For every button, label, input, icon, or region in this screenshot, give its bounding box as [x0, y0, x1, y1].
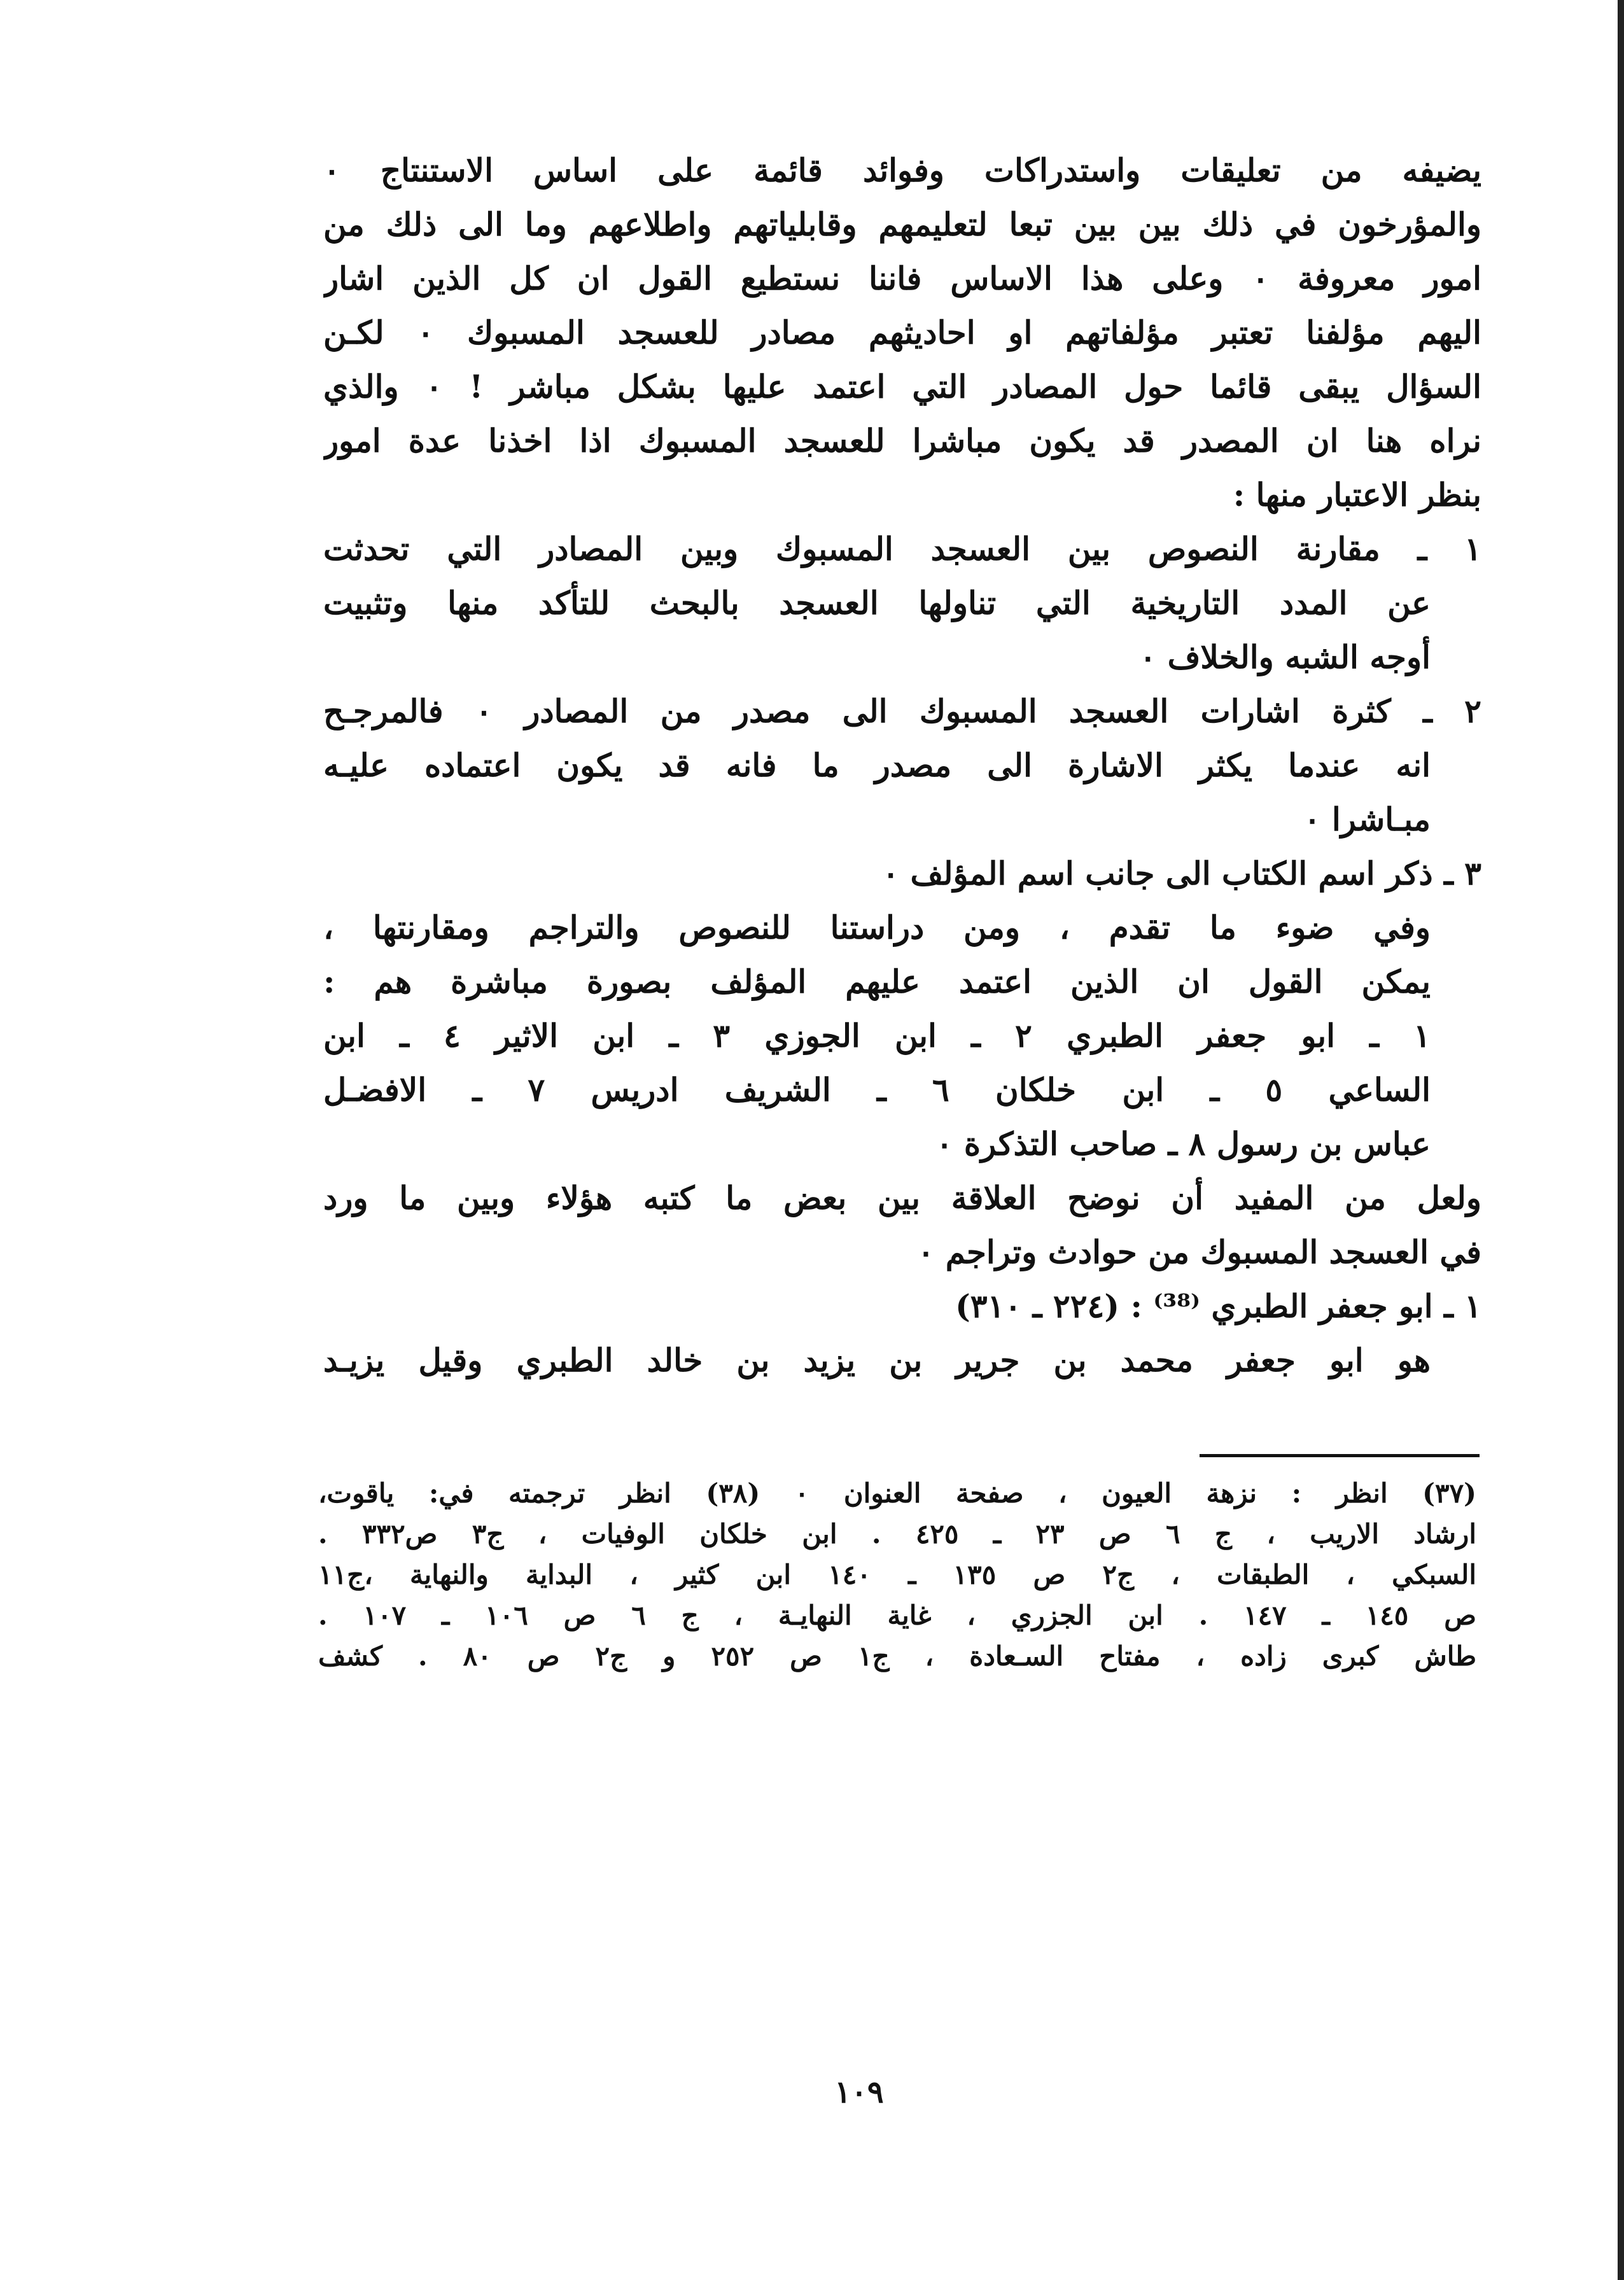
- text-line: اليهم مؤلفنا تعتبر مؤلفاتهم او احاديثهم مصادر للعسجد المسبوك ٠ لكـن: [323, 314, 1481, 351]
- source-list-line: الساعي ٥ ـ ابن خلكان ٦ ـ الشريف ادريس ٧ ـ الافضـل: [323, 1071, 1431, 1109]
- list-item-1-cont: عن المدد التاريخية التي تناولها العسجد بالبحث للتأكد منها وتثبيت: [323, 584, 1431, 622]
- footnote-divider: [1200, 1454, 1480, 1457]
- source-list-line: عباس بن رسول ٨ ـ صاحب التذكرة ٠: [935, 1125, 1431, 1163]
- page-number: ١٠٩: [834, 2074, 884, 2110]
- footnote-line: طاش كبرى زاده ، مفتاح السـعادة ، ج١ ص ٢٥٢ و ج٢ ص ٨٠ . كشف: [318, 1640, 1476, 1672]
- text-line: يضيفه من تعليقات واستدراكات وفوائد قائمة على اساس الاستنتاج ٠: [323, 151, 1481, 189]
- list-item-1: ١ ـ مقارنة النصوص بين العسجد المسبوك وبين المصادر التي تحدثت: [323, 530, 1481, 568]
- text-line: والمؤرخون في ذلك بين بين تبعا لتعليمهم وقابلياتهم واطلاعهم وما الى ذلك من: [323, 206, 1481, 243]
- page-edge: [1618, 0, 1624, 2280]
- list-item-2: ٢ ـ كثرة اشارات العسجد المسبوك الى مصدر من المصادر ٠ فالمرجـح: [323, 692, 1481, 730]
- list-item-3: ٣ ـ ذكر اسم الكتاب الى جانب اسم المؤلف ٠: [882, 855, 1481, 892]
- list-item-1-cont: أوجه الشبه والخلاف ٠: [1139, 638, 1431, 676]
- text-line: السؤال يبقى قائما حول المصادر التي اعتمد عليها بشكل مباشر ! ٠ والذي: [323, 368, 1481, 405]
- section-heading: ١ ـ ابو جعفر الطبري ⁽³⁸⁾ : (٢٢٤ ـ ٣١٠): [955, 1287, 1481, 1325]
- closing-line: في العسجد المسبوك من حوادث وتراجم ٠: [917, 1233, 1481, 1271]
- text-line: بنظر الاعتبار منها :: [1233, 476, 1481, 514]
- footnote-line: ارشاد الاريب ، ج ٦ ص ٢٣ ـ ٤٢٥ . ابن خلكان الوفيات ، ج٣ ص٣٣٢ .: [318, 1518, 1476, 1549]
- summary-line: وفي ضوء ما تقدم ، ومن دراستنا للنصوص والتراجم ومقارنتها ،: [323, 909, 1431, 946]
- text-line: نراه هنا ان المصدر قد يكون مباشرا للعسجد المسبوك اذا اخذنا عدة امور: [323, 422, 1481, 459]
- footnote-line: ص ١٤٥ ـ ١٤٧ . ابن الجزري ، غاية النهايـة ، ج ٦ ص ١٠٦ ـ ١٠٧ .: [318, 1600, 1476, 1631]
- text-line: امور معروفة ٠ وعلى هذا الاساس فاننا نستطيع القول ان كل الذين اشار: [323, 260, 1481, 297]
- main-text: [323, 143, 1481, 1387]
- footnote-line: (٣٧) انظر : نزهة العيون ، صفحة العنوان ٠ (٣٨) انظر ترجمته في: ياقوت،: [318, 1478, 1476, 1509]
- closing-line: ولعل من المفيد أن نوضح العلاقة بين بعض ما كتبه هؤلاء وبين ما ورد: [323, 1179, 1481, 1217]
- text-line: هو ابو جعفر محمد بن جرير بن يزيد بن خالد الطبري وقيل يزيـد: [323, 1341, 1431, 1379]
- footnotes: [318, 1473, 1476, 1677]
- list-item-2-cont: مبـاشرا ٠: [1303, 801, 1431, 838]
- footnote-line: السبكي ، الطبقات ، ج٢ ص ١٣٥ ـ ١٤٠ ابن كثير ، البداية والنهاية ،ج١١: [318, 1559, 1476, 1590]
- source-list-line: ١ ـ ابو جعفر الطبري ٢ ـ ابن الجوزي ٣ ـ ابن الاثير ٤ ـ ابن: [323, 1017, 1431, 1054]
- summary-line: يمكن القول ان الذين اعتمد عليهم المؤلف بصورة مباشرة هم :: [323, 963, 1431, 1000]
- list-item-2-cont: انه عندما يكثر الاشارة الى مصدر ما فانه قد يكون اعتماده عليـه: [323, 746, 1431, 784]
